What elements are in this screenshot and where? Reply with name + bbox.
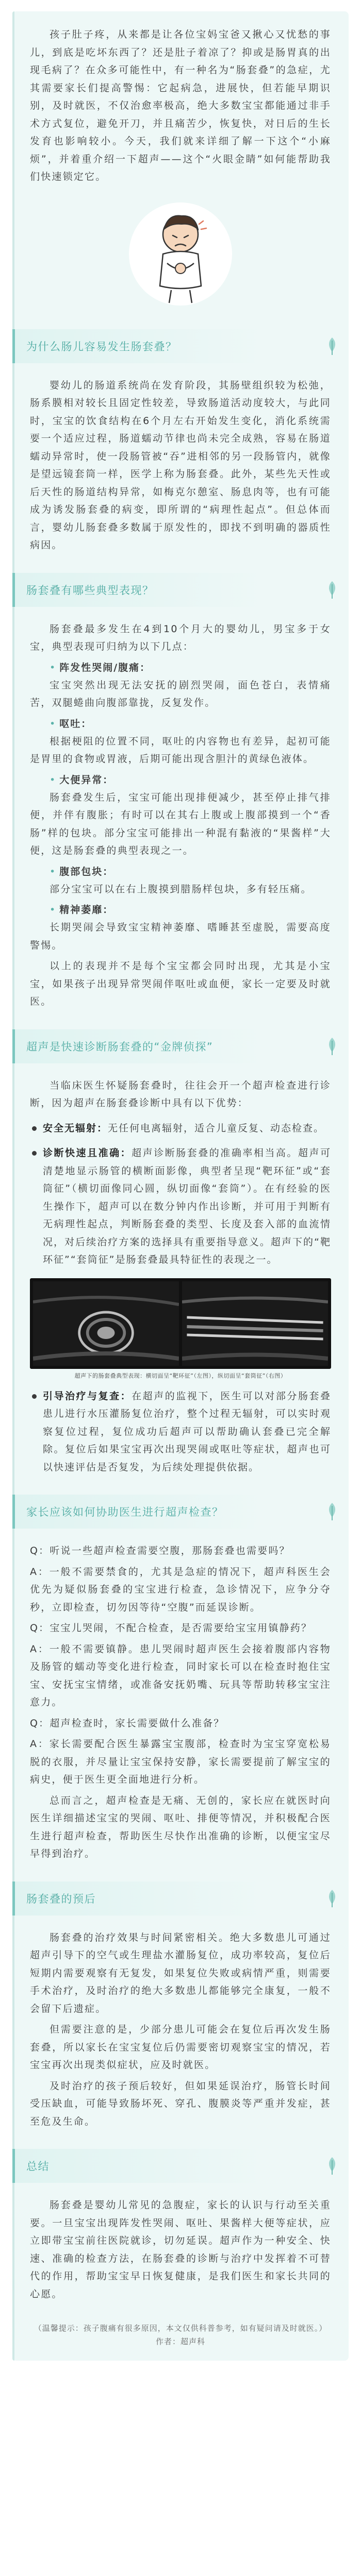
symptom-label: 呕吐： — [59, 718, 92, 730]
symptom-item — [30, 659, 331, 676]
symptoms-outro: 以上的表现并不是每个宝宝都会同时出现，尤其是小宝宝，如果孩子出现异常哭闹伴呕吐或血便，家长一定要及时就医。 — [30, 960, 331, 1007]
symptom-label: 阵发性哭闹/腹痛： — [59, 662, 151, 673]
leaf-icon — [325, 1037, 339, 1056]
faq-question: Q：宝宝儿哭闹，不配合检查，是否需要给宝宝用镇静药？ — [30, 1622, 313, 1634]
symptom-text: 长期哭闹会导致宝宝精神萎靡、嗜睡甚至虚脱，需要高度警惕。 — [30, 922, 331, 951]
faq-answer: A：一般不需要禁食的，尤其是急症的情况下，超声科医生会优先为疑似肠套叠的宝宝进行检查，急诊情况下，应争分夺秒，立即检查，切勿因等待“空腹”而延误诊断。 — [30, 1566, 331, 1613]
bullet-icon — [32, 1151, 37, 1156]
section-title: 肠套叠的预后 — [26, 1892, 96, 1905]
footer-note — [30, 2321, 331, 2348]
item-label: 诊断快速且准确： — [43, 1147, 132, 1159]
section-header-prognosis — [12, 1882, 349, 1916]
bullet-icon — [32, 1126, 37, 1131]
symptom-text: 根据梗阻的位置不同，呕吐的内容物也有差异，起初可能是胃里的食物或胃液，后期可能出现含胆汁的黄绿色液体。 — [30, 735, 331, 765]
faq-answer: A：家长需要配合医生暴露宝宝腹部，检查时为宝宝穿宽松易脱的衣服，并尽量让宝宝保持安静，家长需要提前了解宝宝的病史，便于医生更全面地进行分析。 — [30, 1738, 331, 1785]
bullet-icon: • — [50, 774, 57, 786]
symptom-label: 精神萎靡： — [59, 904, 114, 916]
section-title: 为什么肠儿容易发生肠套叠？ — [26, 340, 177, 353]
item-label: 安全无辐射： — [43, 1122, 108, 1134]
prognosis-paragraph: 但需要注意的是，少部分患儿可能会在复位后再次发生肠套叠，所以家长在宝宝复位后仍需要密切观察宝宝的情况，若宝宝再次出现类似症状，应及时就医。 — [30, 2024, 331, 2071]
symptom-item — [30, 715, 331, 733]
ultrasound-image — [30, 1278, 331, 1369]
symptom-list — [30, 659, 331, 955]
symptom-text: 宝宝突然出现无法安抚的剧烈哭闹，面色苍白，表情痛苦，双腿蜷曲向腹部靠拢，反复发作。 — [30, 679, 331, 708]
child-stomachache-illustration — [124, 197, 237, 311]
ultrasound-intro: 当临床医生怀疑肠套叠时，往往会开一个超声检查进行诊断，因为超声在肠套叠诊断中具有以下优势： — [30, 1079, 331, 1109]
cooperate-outro: 总而言之，超声检查是无痛、无创的，家长应在就医时向医生详细描述宝宝的哭闹、呕吐、排便等情况，并积极配合医生进行超声检查，帮助医生尽快作出准确的诊断，以便宝宝尽早得到治疗。 — [30, 1794, 331, 1859]
faq-question: Q：超声检查时，家长需要做什么准备？ — [30, 1717, 225, 1729]
article-card — [12, 11, 349, 2361]
ultrasound-figure — [30, 1278, 331, 1380]
symptoms-intro: 肠套叠最多发生在4到10个月大的婴幼儿，男宝多于女宝，典型表现可归纳为以下几点： — [30, 623, 331, 652]
section-header-summary — [12, 2149, 349, 2183]
prognosis-paragraph: 肠套叠的治疗效果与时间紧密相关。绝大多数患儿可通过超声引导下的空气或生理盐水灌肠复位，成功率较高，复位后短期内需要观察有无复发，如果复位失败或病情严重，则需要手术治疗，及时治疗的绝大多数患儿都能够完全康复，一般不会留下后遗症。 — [30, 1931, 331, 2014]
bullet-icon — [32, 1394, 37, 1399]
item-text: 超声诊断肠套叠的准确率相当高。超声可清楚地显示肠管的横断面影像，典型者呈现“靶环征”或“套筒征”（横切面像同心圆，纵切面像“套筒”）。在有经验的医生操作下，超声可以在数分钟内作出诊断，并可用于判断有无病理性起点，判断肠套叠的类型、长度及套入部的血流情况，对后续治疗方案的选择具有重要指导意义。超声下的“靶环征”“套筒征”是肠套叠最具特征性的表现之一。 — [43, 1147, 332, 1265]
intro-paragraph: 孩子肚子疼，从来都是让各位宝妈宝爸又揪心又忧愁的事儿，到底是吃坏东西了？还是肚子着凉了？抑或是肠胃真的出现毛病了？在众多可能性中，有一种名为“肠套叠”的急症，尤其需要家长们提高警惕：它起病急，进展快，但若能早期识别，及时就医，不仅治愈率极高，绝大多数宝宝都能通过非手术方式复位，避免开刀，并且痛苦少，恢复快，对日后的生长发育也影响较小。今天，我们就来详细了解一下这个“小麻烦”，并着重介绍一下超声——这个“火眼金睛”如何能帮助我们快速锁定它。 — [30, 29, 331, 182]
ultrasound-caption: 超声下的肠套叠典型表现：横切面呈“靶环征”（左图），纵切面呈“套筒征”（右图） — [74, 1372, 287, 1379]
footer-tip: （温馨提示：孩子腹痛有很多原因，本文仅供科普参考，如有疑问请及时就医。） — [34, 2324, 327, 2333]
bullet-icon: • — [50, 866, 57, 877]
leaf-icon — [325, 580, 339, 600]
section-header-symptoms — [12, 573, 349, 607]
item-label: 引导治疗与复查： — [43, 1390, 132, 1402]
bullet-icon: • — [50, 718, 57, 730]
ultrasound-item — [30, 1120, 331, 1138]
bullet-icon: • — [50, 662, 57, 673]
leaf-icon — [325, 2156, 339, 2176]
ultrasound-longitudinal-section — [182, 1281, 328, 1366]
section-header-why — [12, 329, 349, 363]
faq-question: Q：听说一些超声检查需要空腹，那肠套叠也需要吗？ — [30, 1545, 290, 1556]
symptom-item — [30, 771, 331, 789]
section-header-ultrasound — [12, 1029, 349, 1063]
ultrasound-cross-section — [33, 1281, 179, 1366]
symptom-text: 部分宝宝可以在右上腹摸到腊肠样包块，多有轻压痛。 — [50, 883, 312, 895]
ultrasound-item — [30, 1387, 331, 1477]
prognosis-paragraph: 及时治疗的孩子预后较好，但如果延误治疗，肠管长时间受压缺血，可能导致肠坏死、穿孔、腹膜炎等严重并发症，甚至危及生命。 — [30, 2080, 331, 2127]
illustration-wrap — [30, 197, 331, 311]
faq-answer: A：一般不需要镇静。患儿哭闹时超声医生会接着腹部内容物及肠管的蠕动等变化进行检查，同时家长可以在检查时抱住宝宝、安抚宝宝情绪，或准备安抚奶嘴、玩具等帮助转移宝宝注意力。 — [30, 1643, 331, 1708]
ultrasound-item — [30, 1144, 331, 1269]
footer-author: 作者：超声科 — [155, 2337, 205, 2346]
summary-paragraph: 肠套叠是婴幼儿常见的急腹症，家长的认识与行动至关重要。一旦宝宝出现阵发性哭闹、呕吐、果酱样大便等症状，应立即带宝宝前往医院就诊，切勿延误。超声作为一种安全、快速、准确的检查方法，在肠套叠的诊断与治疗中发挥着不可替代的作用，帮助宝宝早日恢复健康，是我们医生和家长共同的心愿。 — [30, 2199, 331, 2300]
section-title: 家长应该如何协助医生进行超声检查？ — [26, 1506, 224, 1518]
section-title: 肠套叠有哪些典型表现？ — [26, 584, 154, 597]
section-header-cooperate — [12, 1495, 349, 1529]
section-title: 总结 — [26, 2160, 50, 2173]
item-text: 在超声的监视下，医生可以对部分肠套叠患儿进行水压灌肠复位治疗，整个过程无辐射，可以实时观察复位过程，复位成功后超声可以帮助确认套叠已完全解除。复位后如果宝宝再次出现哭闹或呕吐等症状，超声也可以快速评估是否复发，为后续处理提供依据。 — [43, 1390, 331, 1473]
symptom-label: 腹部包块： — [59, 866, 114, 877]
symptom-label: 大便异常： — [59, 774, 114, 786]
symptom-text: 肠套叠发生后，宝宝可能出现排便减少，甚至停止排气排便，并伴有腹胀；有时可以在其右上腹或上腹部摸到一个“香肠”样的包块。部分宝宝可能排出一种混有黏液的“果酱样”大便，这是肠套叠的典型表现之一。 — [30, 791, 331, 856]
section-title: 超声是快速诊断肠套叠的“金牌侦探” — [26, 1040, 214, 1053]
leaf-icon — [325, 1889, 339, 1908]
item-text: 无任何电离辐射，适合儿童反复、动态检查。 — [108, 1122, 325, 1134]
bullet-icon: • — [50, 904, 57, 916]
symptom-item — [30, 901, 331, 919]
leaf-icon — [325, 1502, 339, 1521]
symptom-item — [30, 863, 331, 880]
leaf-icon — [325, 336, 339, 356]
why-paragraph: 婴幼儿的肠道系统尚在发育阶段，其肠壁组织较为松弛，肠系膜相对较长且固定性较差，导致肠道活动度较大，与此同时，宝宝的饮食结构在6个月左右开始发生变化，消化系统需要一个适应过程，肠道蠕动节律也尚未完全成熟，容易在肠道蠕动异常时，使一段肠管被“吞”进相邻的另一段肠管内，就像是望远镜套筒一样，医学上称为肠套叠。此外，某些先天性或后天性的肠道结构异常，如梅克尔憩室、肠息肉等，也有可能成为诱发肠套叠的病变，即所谓的“病理性起点”。但总体而言，婴幼儿肠套叠多数属于原发性的，即找不到明确的器质性病因。 — [30, 379, 331, 551]
